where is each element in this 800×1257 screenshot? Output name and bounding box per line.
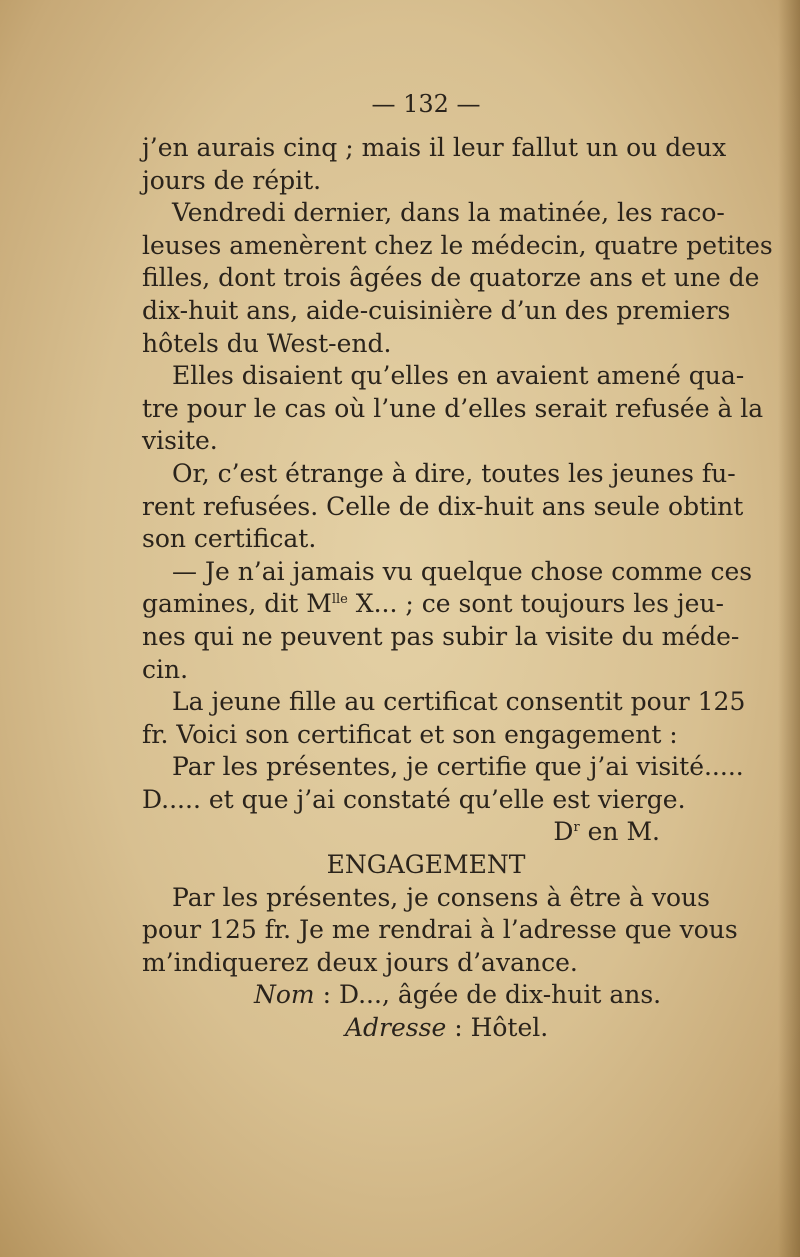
field-value: : D..., âgée de dix-huit ans. (314, 980, 662, 1010)
adresse-line (142, 1012, 710, 1045)
nom-line (142, 979, 710, 1012)
text-line: D..... et que j’ai constaté qu’elle est vierge. (142, 784, 686, 814)
section-heading: ENGAGEMENT (326, 850, 526, 880)
text-fragment: D (553, 817, 574, 847)
text-line: Elles disaient qu’elles en avaient amené qua- (172, 361, 745, 391)
text-line: hôtels du West-end. (142, 328, 392, 358)
text-line: Vendredi dernier, dans la matinée, les raco- (172, 198, 725, 228)
text-line: m’indiquerez deux jours d’avance. (142, 947, 578, 977)
field-label: Nom (254, 980, 315, 1010)
text-fragment: en M. (579, 817, 660, 847)
text-line: visite. (142, 426, 218, 456)
superscript: r (573, 820, 580, 836)
text-line: filles, dont trois âgées de quatorze ans et une de (142, 263, 760, 293)
doctor-signature (142, 816, 710, 849)
text-fragment: gamines, dit M (142, 589, 332, 619)
text-line-mlle (142, 588, 724, 621)
page-number: — 132 — (371, 90, 481, 118)
text-fragment: X... ; ce sont toujours les jeu- (347, 589, 724, 619)
page-edge-shadow (778, 0, 800, 1257)
text-line: Par les présentes, je certifie que j’ai visité..... (172, 752, 744, 782)
field-label: Adresse (345, 1013, 447, 1043)
book-page (142, 88, 773, 1045)
text-line: cin. (142, 654, 189, 684)
text-line: rent refusées. Celle de dix-huit ans seule obtint (142, 491, 744, 521)
superscript: lle (331, 592, 348, 608)
text-line: jours de répit. (142, 165, 322, 195)
text-line: pour 125 fr. Je me rendrai à l’adresse que vous (142, 915, 738, 945)
field-value: : Hôtel. (446, 1013, 549, 1043)
text-line: — Je n’ai jamais vu quelque chose comme ces (172, 556, 753, 586)
text-line: son certificat. (142, 524, 317, 554)
text-line: Or, c’est étrange à dire, toutes les jeunes fu- (172, 458, 736, 488)
text-line: La jeune fille au certificat consentit pour 125 (172, 687, 746, 717)
text-line: nes qui ne peuvent pas subir la visite du méde- (142, 621, 740, 651)
text-line: leuses amenèrent chez le médecin, quatre petites (142, 230, 773, 260)
text-line: dix-huit ans, aide-cuisinière d’un des premiers (142, 295, 731, 325)
text-line: fr. Voici son certificat et son engagement : (142, 719, 678, 749)
text-line: tre pour le cas où l’une d’elles serait refusée à la (142, 393, 764, 423)
text-line: j’en aurais cinq ; mais il leur fallut un ou deux (142, 133, 727, 162)
text-line: Par les présentes, je consens à être à vous (172, 882, 710, 912)
